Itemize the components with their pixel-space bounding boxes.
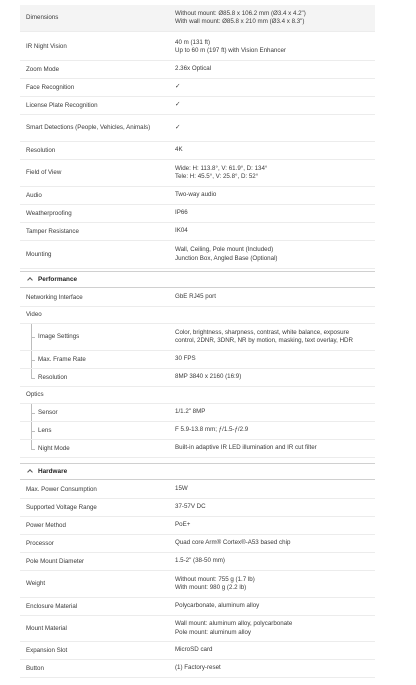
spec-row-power-method: [20, 517, 375, 535]
spec-label: Processor: [26, 539, 54, 547]
spec-value: [175, 369, 371, 386]
spec-label: Image Settings: [38, 333, 80, 341]
section-title: Hardware: [38, 468, 68, 475]
tree-branch: [31, 360, 35, 361]
spec-row-field-of-view: [20, 160, 375, 187]
spec-value: [175, 517, 371, 534]
spec-value-line: Color, brightness, sharpness, contrast, white balance, exposure: [175, 328, 350, 336]
spec-row-sensor: [20, 404, 375, 422]
spec-value-line: PoE+: [175, 521, 191, 529]
spec-value-line: Wall, Ceiling, Pole mount (Included): [175, 246, 274, 254]
spec-value: [175, 61, 371, 78]
spec-label: Night Mode: [38, 444, 70, 452]
spec-row-ir-night-vision: [20, 34, 375, 61]
checkmark-icon: ✓: [175, 83, 181, 91]
spec-label: Smart Detections (People, Vehicles, Animals): [26, 124, 151, 132]
spec-value-line: Tele: H: 45.5°, V: 25.8°, D: 52°: [175, 173, 259, 180]
spec-label: Max. Power Consumption: [26, 485, 97, 493]
spec-row-lens: [20, 422, 375, 440]
spec-value: [175, 307, 371, 323]
spec-label: Face Recognition: [26, 83, 75, 91]
spec-label: Pole Mount Diameter: [26, 557, 85, 565]
section-title: Performance: [38, 276, 78, 283]
spec-value: [175, 187, 371, 204]
tree-branch: [31, 449, 35, 450]
spec-value-line: GbE RJ45 port: [175, 293, 216, 301]
spec-value: [175, 553, 371, 570]
spec-label: Audio: [26, 191, 42, 199]
spec-row-night-mode: [20, 440, 375, 458]
spec-value: [175, 499, 371, 516]
spec-value: [175, 571, 371, 597]
spec-row-face-recognition: [20, 79, 375, 97]
spec-label: Max. Frame Rate: [38, 355, 86, 363]
spec-label: Sensor: [38, 408, 58, 416]
spec-value-line: Wall mount: aluminum alloy, polycarbonate: [175, 620, 293, 628]
spec-value: [175, 34, 371, 60]
spec-row-max-power-consumption: [20, 481, 375, 499]
tree-line: [31, 369, 32, 378]
spec-row-mount-material: [20, 616, 375, 642]
spec-label: Resolution: [38, 373, 68, 381]
spec-row-pole-mount-diameter: [20, 553, 375, 571]
spec-row-dimensions: [20, 5, 375, 32]
spec-row-zoom-mode: [20, 61, 375, 79]
section-header-performance[interactable]: [20, 271, 375, 288]
spec-value: [175, 160, 371, 186]
spec-value: [175, 142, 371, 159]
spec-value-line: Up to 60 m (197 ft) with Vision Enhancer: [175, 47, 286, 54]
spec-row-processor: [20, 535, 375, 553]
spec-row-supported-voltage-range: [20, 499, 375, 517]
tree-line: [31, 440, 32, 449]
spec-row-enclosure-material: [20, 598, 375, 616]
spec-row-smart-detections-people-vehicles-animals: [20, 115, 375, 142]
spec-row-resolution: [20, 369, 375, 387]
spec-value: [175, 223, 371, 240]
spec-row-expansion-slot: [20, 642, 375, 660]
checkmark-icon: ✓: [175, 123, 181, 131]
spec-label: Expansion Slot: [26, 646, 68, 654]
spec-value: [175, 79, 371, 96]
spec-value-line: 1.5-2" (38-50 mm): [175, 557, 225, 565]
spec-value-line: Built-in adaptive IR LED illumination and IR cut filter: [175, 444, 317, 452]
spec-label: Tamper Resistance: [26, 227, 79, 235]
spec-row-max-frame-rate: [20, 351, 375, 369]
chevron-up-icon[interactable]: [27, 277, 33, 283]
spec-value-line: control, 2DNR, 3DNR, NR by motion, masking, text overlay, HDR: [175, 337, 353, 344]
spec-row-tamper-resistance: [20, 223, 375, 241]
spec-value: [175, 642, 371, 659]
spec-value: [175, 616, 371, 641]
spec-value-line: F 5.9-13.8 mm; ƒ/1.5-ƒ/2.9: [175, 426, 249, 434]
spec-value-line: 37-57V DC: [175, 503, 206, 511]
spec-value-line: 40 m (131 ft): [175, 38, 211, 46]
tree-branch: [31, 337, 35, 338]
spec-label: License Plate Recognition: [26, 101, 98, 109]
spec-value-line: 4K: [175, 146, 183, 154]
tree-branch: [31, 378, 35, 379]
tree-branch: [31, 413, 35, 414]
spec-value-line: 15W: [175, 485, 188, 493]
spec-row-image-settings: [20, 324, 375, 351]
spec-row-resolution: [20, 142, 375, 160]
spec-value-line: (1) Factory-reset: [175, 664, 221, 672]
spec-value: [175, 422, 371, 439]
spec-value: [175, 241, 371, 268]
spec-label: Weatherproofing: [26, 209, 72, 217]
spec-value: [175, 598, 371, 615]
spec-value-line: MicroSD card: [175, 646, 213, 654]
spec-value-line: Pole mount: aluminum alloy: [175, 628, 252, 636]
spec-value: [175, 535, 371, 552]
section-header-hardware[interactable]: [20, 463, 375, 480]
spec-label: Resolution: [26, 146, 56, 154]
spec-value: [175, 660, 371, 677]
spec-value-line: Wide: H: 113.8°, V: 61.9°, D: 134°: [175, 164, 268, 172]
spec-row-button: [20, 660, 375, 678]
spec-value-line: 1/1.2" 8MP: [175, 408, 206, 416]
spec-value-line: IP66: [175, 209, 188, 217]
spec-row-weatherproofing: [20, 205, 375, 223]
spec-row-optics: [20, 387, 375, 404]
spec-value-line: With wall mount: Ø85.8 x 210 mm (Ø3.4 x 8.3"): [175, 18, 305, 25]
spec-value: [175, 5, 371, 31]
checkmark-icon: ✓: [175, 101, 181, 109]
spec-label: IR Night Vision: [26, 43, 67, 51]
spec-row-license-plate-recognition: [20, 97, 375, 115]
spec-value-line: Polycarbonate, aluminum alloy: [175, 602, 260, 610]
spec-value: [175, 404, 371, 421]
spec-value-line: IK04: [175, 227, 188, 235]
spec-label: Dimensions: [26, 14, 59, 22]
spec-value: [175, 440, 371, 457]
spec-value: [175, 324, 371, 350]
spec-value-line: Quad core Arm® Cortex®-A53 based chip: [175, 539, 291, 547]
spec-row-mounting: [20, 241, 375, 269]
spec-value-line: 8MP 3840 x 2160 (16:9): [175, 373, 242, 381]
spec-label: Supported Voltage Range: [26, 503, 97, 511]
spec-label: Enclosure Material: [26, 602, 78, 610]
spec-value-line: 2.36x Optical: [175, 65, 212, 73]
spec-label: Lens: [38, 426, 52, 434]
spec-label: Field of View: [26, 169, 62, 177]
spec-value: [175, 481, 371, 498]
spec-value: [175, 351, 371, 368]
spec-value-line: Without mount: 755 g (1.7 lb): [175, 575, 255, 583]
spec-value-line: With mount: 980 g (2.2 lb): [175, 584, 247, 591]
spec-label: Networking Interface: [26, 293, 83, 301]
spec-label: Power Method: [26, 521, 66, 529]
spec-value-line: Junction Box, Angled Base (Optional): [175, 254, 278, 262]
spec-value: [175, 115, 371, 141]
spec-label: Mounting: [26, 250, 52, 258]
spec-value: [175, 289, 371, 306]
spec-value-line: 30 FPS: [175, 355, 196, 363]
spec-label: Mount Material: [26, 624, 67, 632]
spec-row-networking-interface: [20, 289, 375, 307]
spec-value: [175, 387, 371, 403]
spec-row-audio: [20, 187, 375, 205]
tree-branch: [31, 431, 35, 432]
spec-label: Zoom Mode: [26, 65, 60, 73]
spec-value: [175, 205, 371, 222]
spec-label: Video: [26, 311, 42, 319]
spec-label: Optics: [26, 391, 44, 399]
spec-label: Weight: [26, 580, 46, 588]
spec-value-line: Two-way audio: [175, 191, 217, 199]
spec-label: Button: [26, 664, 44, 672]
spec-value-line: Without mount: Ø85.8 x 106.2 mm (Ø3.4 x 4.2"): [175, 9, 306, 17]
spec-row-weight: [20, 571, 375, 598]
spec-value: [175, 97, 371, 114]
chevron-up-icon[interactable]: [27, 469, 33, 475]
spec-row-video: [20, 307, 375, 324]
